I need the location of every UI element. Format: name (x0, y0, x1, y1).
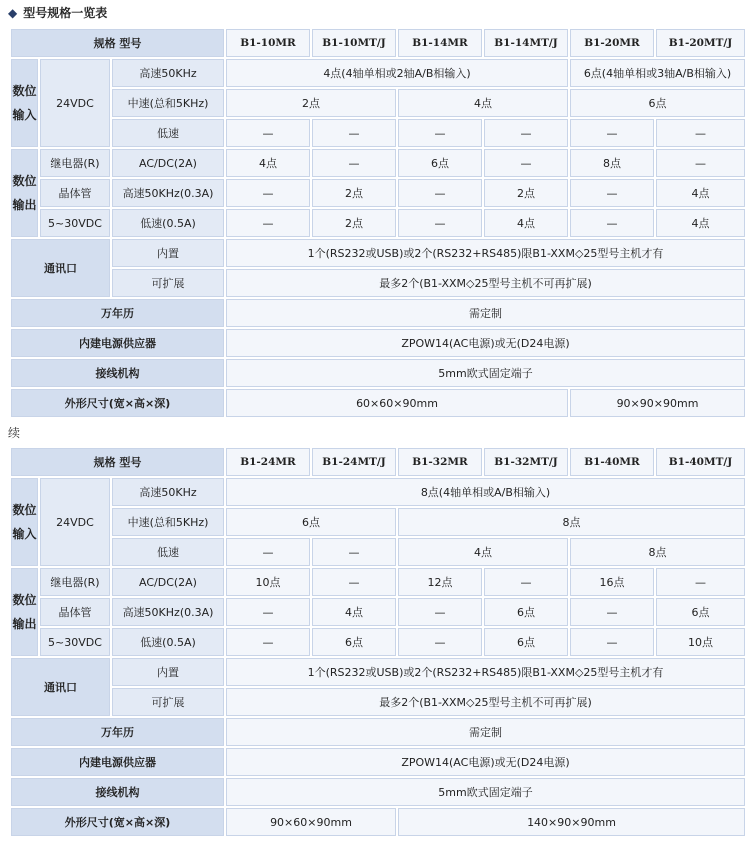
table-cell: — (226, 209, 310, 237)
table-cell: 6点 (484, 598, 568, 626)
transistor-label: 晶体管 (40, 179, 110, 207)
power-supply-label: 内建电源供应器 (11, 748, 224, 776)
table-cell: — (226, 538, 310, 566)
table-cell: — (226, 119, 310, 147)
table-cell: — (570, 119, 654, 147)
table-cell: — (312, 568, 396, 596)
table-cell: 2点 (484, 179, 568, 207)
table-cell: 1个(RS232或USB)或2个(RS232+RS485)限B1-XXM◇25型号主机才有 (226, 239, 745, 267)
input-voltage-label: 24VDC (40, 478, 110, 566)
table-cell: — (398, 119, 482, 147)
table-cell: — (398, 628, 482, 656)
table-cell: 10点 (226, 568, 310, 596)
table-row (11, 538, 745, 566)
diamond-bullet-icon: ◆ (8, 6, 18, 20)
table-row (11, 688, 745, 716)
table-cell: — (484, 119, 568, 147)
table-cell: — (484, 568, 568, 596)
table-cell: 8点(4轴单相或A/B相输入) (226, 478, 745, 506)
table-cell: 需定制 (226, 299, 745, 327)
table-cell: 5mm欧式固定端子 (226, 778, 745, 806)
relay-label: 继电器(R) (40, 568, 110, 596)
spec-table-1 (9, 27, 747, 419)
mid-speed-label: 中速(总和5KHz) (112, 508, 224, 536)
output-voltage-label: 5~30VDC (40, 628, 110, 656)
low-speed-label: 低速 (112, 538, 224, 566)
table-cell: 4点 (656, 179, 745, 207)
model-header: B1-20MT/J (656, 29, 745, 57)
table-cell: — (398, 598, 482, 626)
table-cell: — (226, 598, 310, 626)
table-cell: 6点 (656, 598, 745, 626)
spec-model-header: 规格 型号 (11, 448, 224, 476)
table-row (11, 29, 745, 57)
table-row (11, 598, 745, 626)
table-cell: 5mm欧式固定端子 (226, 359, 745, 387)
table-cell: 90×90×90mm (570, 389, 745, 417)
digital-input-label: 数位输入 (11, 478, 38, 566)
table-row (11, 179, 745, 207)
low-speed-output-label: 低速(0.5A) (112, 628, 224, 656)
table-cell: — (656, 119, 745, 147)
dimensions-label: 外形尺寸(宽×高×深) (11, 389, 224, 417)
wiring-label: 接线机构 (11, 778, 224, 806)
high-speed-input-label: 高速50KHz (112, 478, 224, 506)
comm-port-label: 通讯口 (11, 658, 110, 716)
table-row (11, 209, 745, 237)
table-row (11, 808, 745, 836)
table-cell: 140×90×90mm (398, 808, 745, 836)
table-row (11, 359, 745, 387)
table-cell: 2点 (312, 209, 396, 237)
expandable-label: 可扩展 (112, 688, 224, 716)
table-cell: — (656, 568, 745, 596)
table-cell: 最多2个(B1-XXM◇25型号主机不可再扩展) (226, 688, 745, 716)
high-speed-input-label: 高速50KHz (112, 59, 224, 87)
table-cell: — (570, 628, 654, 656)
table-cell: 6点 (570, 89, 745, 117)
table-cell: 6点(4轴单相或3轴A/B相输入) (570, 59, 745, 87)
table-cell: 4点(4轴单相或2轴A/B相输入) (226, 59, 568, 87)
table-cell: 4点 (226, 149, 310, 177)
table-cell: 6点 (312, 628, 396, 656)
table-cell: 8点 (570, 538, 745, 566)
section-title-text: 型号规格一览表 (23, 6, 108, 20)
digital-output-label: 数位输出 (11, 149, 38, 237)
high-speed-output-label: 高速50KHz(0.3A) (112, 598, 224, 626)
relay-label: 继电器(R) (40, 149, 110, 177)
high-speed-output-label: 高速50KHz(0.3A) (112, 179, 224, 207)
table-cell: 4点 (484, 209, 568, 237)
low-speed-label: 低速 (112, 119, 224, 147)
table-row (11, 478, 745, 506)
model-header: B1-24MR (226, 448, 310, 476)
table-cell: — (226, 628, 310, 656)
table-cell: 8点 (570, 149, 654, 177)
table-row (11, 299, 745, 327)
table-cell: 最多2个(B1-XXM◇25型号主机不可再扩展) (226, 269, 745, 297)
table-cell: — (484, 149, 568, 177)
model-header: B1-14MT/J (484, 29, 568, 57)
input-voltage-label: 24VDC (40, 59, 110, 147)
table-row (11, 568, 745, 596)
table-cell: 6点 (398, 149, 482, 177)
table-cell: — (570, 598, 654, 626)
table-cell: — (226, 179, 310, 207)
table-cell: 2点 (312, 179, 396, 207)
table-cell: — (570, 179, 654, 207)
table-cell: 6点 (484, 628, 568, 656)
table-row (11, 748, 745, 776)
table-cell: 需定制 (226, 718, 745, 746)
spec-table-2 (9, 446, 747, 838)
relay-spec-label: AC/DC(2A) (112, 149, 224, 177)
model-header: B1-40MT/J (656, 448, 745, 476)
table-row (11, 389, 745, 417)
table-row (11, 269, 745, 297)
table-row (11, 448, 745, 476)
expandable-label: 可扩展 (112, 269, 224, 297)
model-header: B1-40MR (570, 448, 654, 476)
transistor-label: 晶体管 (40, 598, 110, 626)
table-row (11, 658, 745, 686)
table-cell: — (312, 149, 396, 177)
table-cell: ZPOW14(AC电源)或无(D24电源) (226, 748, 745, 776)
model-header: B1-14MR (398, 29, 482, 57)
table-cell: 6点 (226, 508, 396, 536)
table-cell: 8点 (398, 508, 745, 536)
output-voltage-label: 5~30VDC (40, 209, 110, 237)
model-header: B1-20MR (570, 29, 654, 57)
table-row (11, 778, 745, 806)
relay-spec-label: AC/DC(2A) (112, 568, 224, 596)
table-row (11, 329, 745, 357)
table-row (11, 59, 745, 87)
low-speed-output-label: 低速(0.5A) (112, 209, 224, 237)
table-cell: 60×60×90mm (226, 389, 568, 417)
model-header: B1-10MR (226, 29, 310, 57)
table-cell: 16点 (570, 568, 654, 596)
dimensions-label: 外形尺寸(宽×高×深) (11, 808, 224, 836)
table-cell: 10点 (656, 628, 745, 656)
table-cell: 4点 (398, 89, 568, 117)
table-row (11, 628, 745, 656)
table-cell: 4点 (398, 538, 568, 566)
table-cell: 12点 (398, 568, 482, 596)
table-row (11, 119, 745, 147)
table-cell: — (656, 149, 745, 177)
table-cell: 1个(RS232或USB)或2个(RS232+RS485)限B1-XXM◇25型号主机才有 (226, 658, 745, 686)
table-cell: ZPOW14(AC电源)或无(D24电源) (226, 329, 745, 357)
mid-speed-label: 中速(总和5KHz) (112, 89, 224, 117)
table-cell: — (312, 119, 396, 147)
model-header: B1-32MT/J (484, 448, 568, 476)
table-row (11, 89, 745, 117)
spec-model-header: 规格 型号 (11, 29, 224, 57)
wiring-label: 接线机构 (11, 359, 224, 387)
table-cell: 2点 (226, 89, 396, 117)
table-cell: — (398, 209, 482, 237)
model-header: B1-32MR (398, 448, 482, 476)
builtin-label: 内置 (112, 239, 224, 267)
table-row (11, 149, 745, 177)
table-cell: 4点 (312, 598, 396, 626)
table-cell: — (570, 209, 654, 237)
builtin-label: 内置 (112, 658, 224, 686)
model-header: B1-10MT/J (312, 29, 396, 57)
calendar-label: 万年历 (11, 299, 224, 327)
digital-output-label: 数位输出 (11, 568, 38, 656)
model-header: B1-24MT/J (312, 448, 396, 476)
power-supply-label: 内建电源供应器 (11, 329, 224, 357)
table-cell: 4点 (656, 209, 745, 237)
table-cell: — (398, 179, 482, 207)
comm-port-label: 通讯口 (11, 239, 110, 297)
table-cell: — (312, 538, 396, 566)
calendar-label: 万年历 (11, 718, 224, 746)
table-cell: 90×60×90mm (226, 808, 396, 836)
section-title (8, 2, 107, 24)
table-row (11, 718, 745, 746)
digital-input-label: 数位输入 (11, 59, 38, 147)
table-row (11, 508, 745, 536)
continued-label: 续 (8, 426, 21, 440)
table-row (11, 239, 745, 267)
